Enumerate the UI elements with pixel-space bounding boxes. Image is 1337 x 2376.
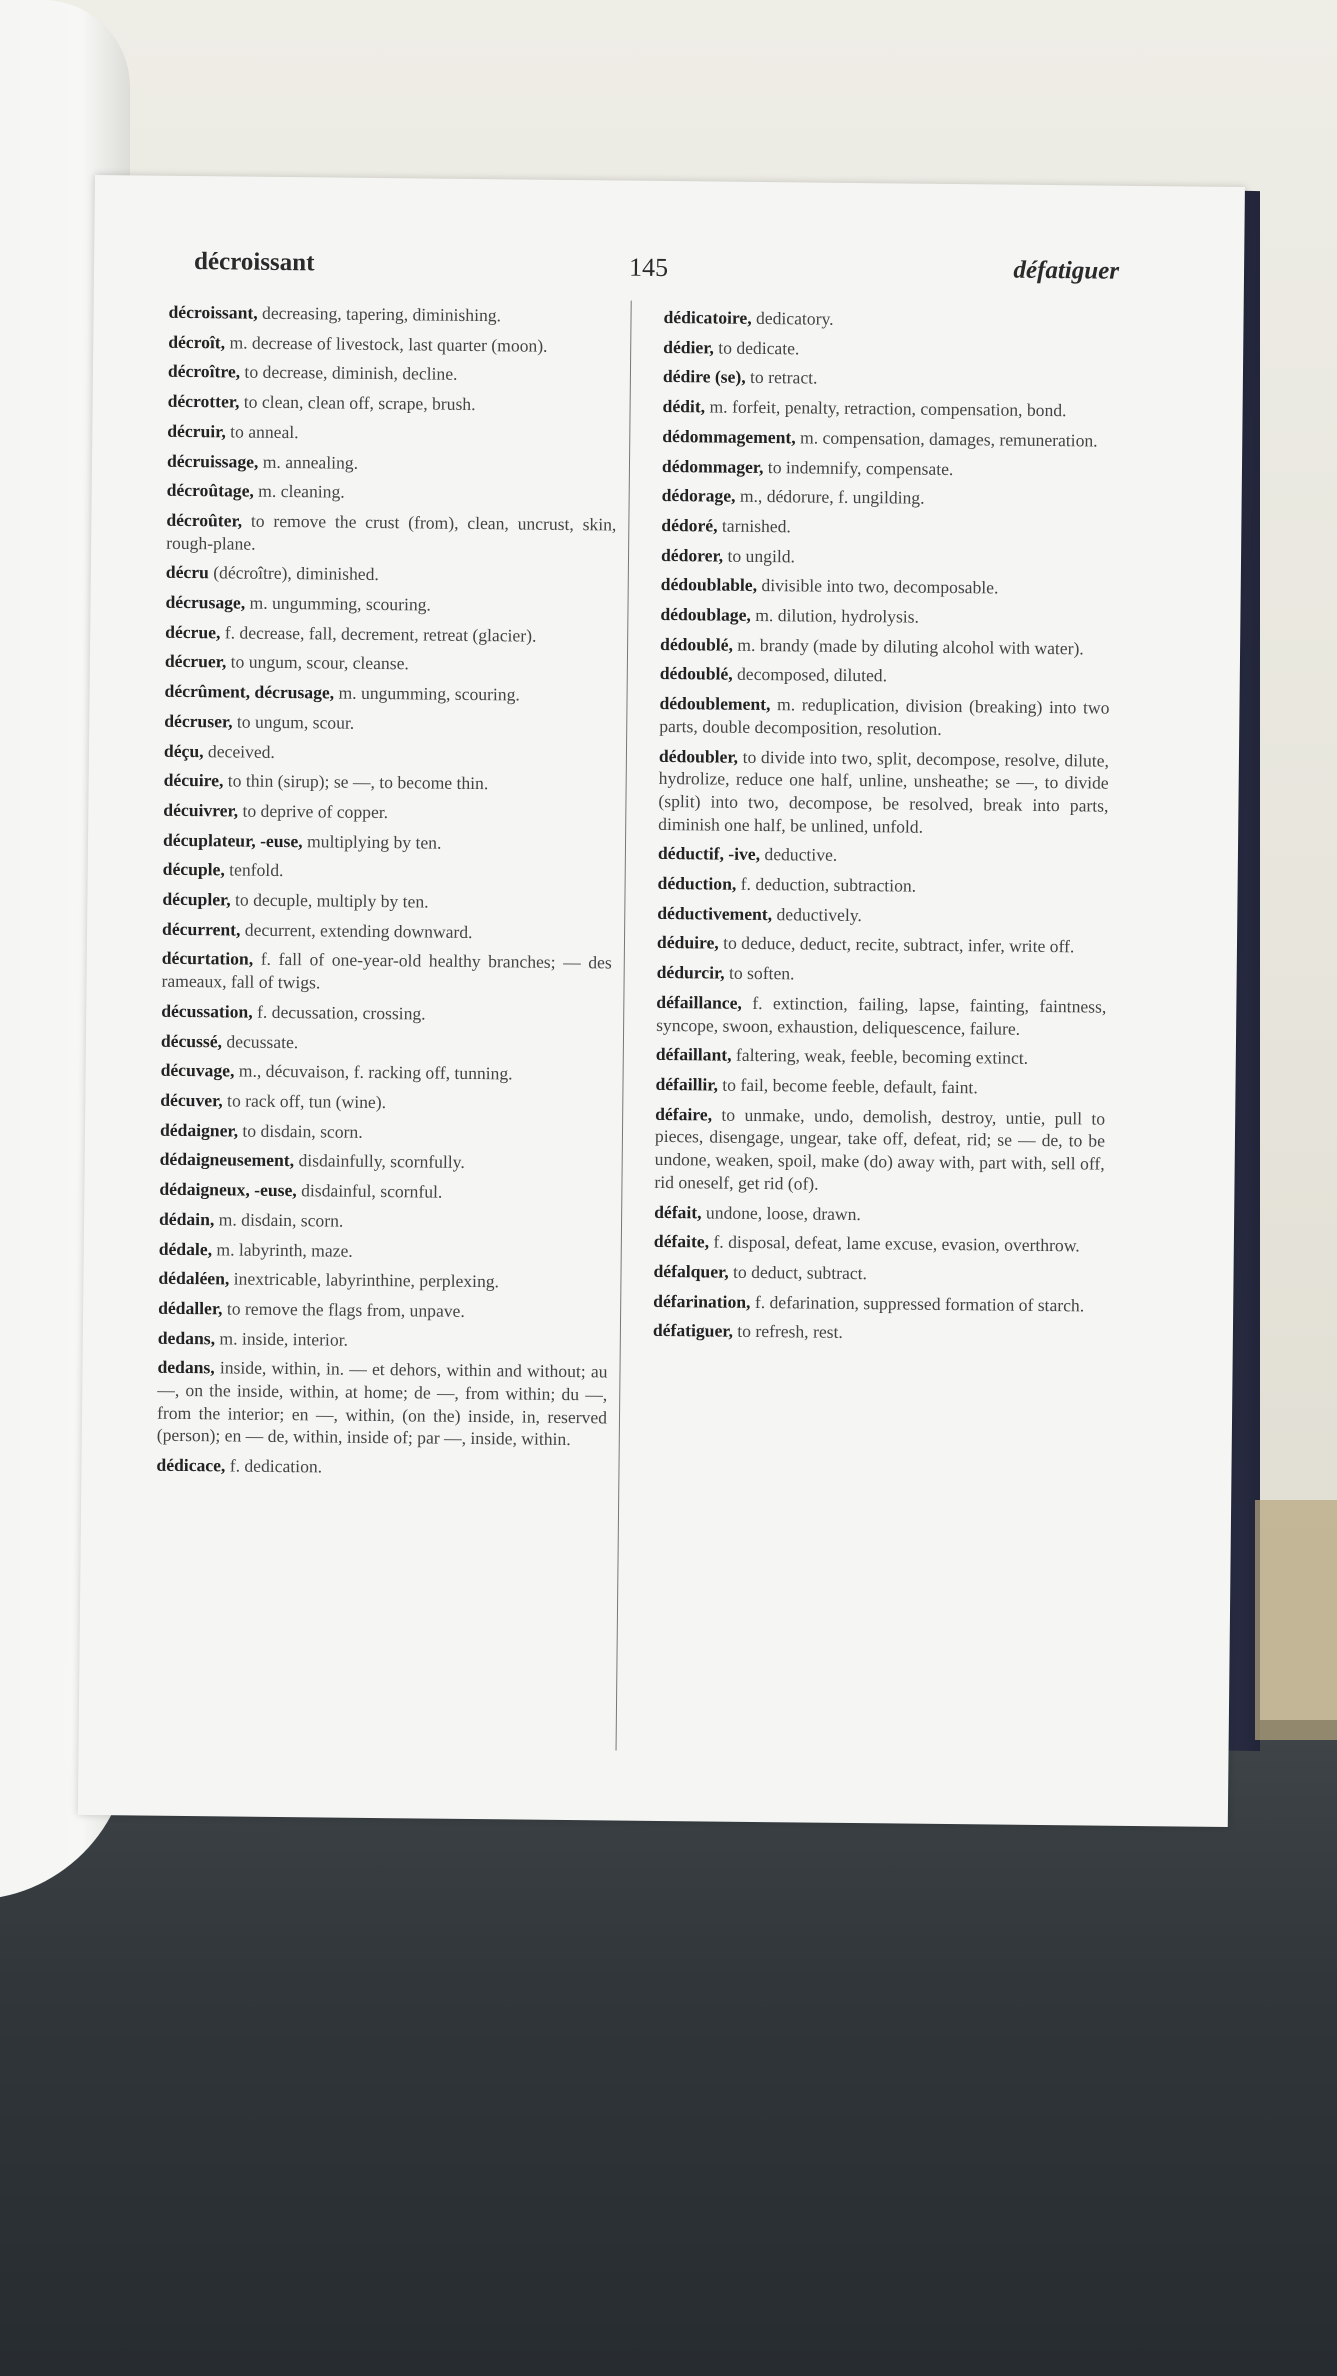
dictionary-entry bbox=[160, 1148, 610, 1175]
dictionary-entry bbox=[653, 1319, 1103, 1346]
entry-definition: to retract. bbox=[749, 367, 818, 388]
entry-headword: défalquer, bbox=[653, 1260, 729, 1282]
entry-headword: dédorer, bbox=[660, 544, 724, 566]
entry-headword: défatiguer, bbox=[652, 1320, 734, 1342]
right-column bbox=[653, 306, 1114, 1354]
entry-headword: décupler, bbox=[162, 888, 231, 910]
entry-headword: décuire, bbox=[163, 770, 224, 791]
dictionary-entry bbox=[662, 395, 1112, 422]
left-column bbox=[156, 301, 618, 1488]
entry-headword: décuver, bbox=[160, 1089, 223, 1111]
entry-headword: décurtation, bbox=[161, 948, 254, 970]
entry-headword: décrotter, bbox=[167, 390, 240, 412]
entry-definition: f. defarination, suppressed formation of starch. bbox=[754, 1291, 1085, 1316]
entry-headword: dédoublé, bbox=[659, 663, 733, 685]
entry-definition: to refresh, rest. bbox=[737, 1321, 843, 1343]
dictionary-entry bbox=[662, 454, 1112, 481]
dictionary-entry bbox=[656, 991, 1106, 1041]
entry-definition: inside, within, in. — et dehors, within and without; au —, on the inside, within, at home; de —, from within; du —, from the interior; en —, within, (on the) inside, in, reserved (person); en — de, within, inside of; par —, inside, within. bbox=[156, 1357, 608, 1450]
entry-headword: dédaigneux, -euse, bbox=[159, 1178, 297, 1201]
entry-definition: f. extinction, failing, lapse, fainting, faintness, syncope, swoon, exhaustion, deliquescence, failure. bbox=[656, 992, 1107, 1039]
running-head-left: décroissant bbox=[193, 248, 315, 277]
entry-definition: deductively. bbox=[776, 903, 862, 925]
entry-definition: disdainfully, scornfully. bbox=[298, 1150, 465, 1173]
dictionary-entry bbox=[165, 591, 615, 618]
entry-headword: dédicace, bbox=[156, 1454, 226, 1476]
entry-definition: m., décuvaison, f. racking off, tunning. bbox=[238, 1060, 513, 1084]
dictionary-entry bbox=[163, 858, 613, 885]
dictionary-entry bbox=[167, 479, 617, 506]
dictionary-entry bbox=[158, 1326, 608, 1353]
entry-headword: dédorage, bbox=[661, 485, 736, 506]
entry-definition: decussate. bbox=[226, 1031, 299, 1052]
entry-definition: f. dedication. bbox=[229, 1455, 323, 1477]
dictionary-entry bbox=[655, 1073, 1105, 1100]
entry-definition: to ungum, scour. bbox=[236, 711, 355, 733]
entry-headword: décroûtage, bbox=[166, 479, 254, 501]
entry-definition: deductive. bbox=[764, 844, 838, 866]
book-spine-corner bbox=[1255, 1500, 1337, 1740]
entry-definition: to deduct, subtract. bbox=[732, 1261, 868, 1284]
entry-definition: to ungild. bbox=[727, 545, 796, 566]
entry-definition: f. decrease, fall, decrement, retreat (glacier). bbox=[224, 622, 537, 646]
dictionary-entry bbox=[654, 1200, 1104, 1227]
dictionary-entry bbox=[657, 902, 1107, 929]
entry-definition: to remove the crust (from), clean, uncrust, skin, rough-plane. bbox=[166, 510, 617, 554]
entry-headword: dédier, bbox=[663, 336, 715, 358]
dictionary-entry bbox=[661, 514, 1111, 541]
entry-headword: défarination, bbox=[653, 1290, 751, 1312]
entry-definition: tarnished. bbox=[721, 515, 791, 537]
entry-definition: to decuple, multiply by ten. bbox=[234, 889, 429, 912]
dictionary-entry bbox=[657, 872, 1107, 899]
entry-definition: m. dilution, hydrolysis. bbox=[755, 604, 920, 627]
dictionary-entry bbox=[660, 603, 1110, 630]
dictionary-entry bbox=[163, 799, 613, 826]
entry-headword: défaillance, bbox=[656, 991, 742, 1013]
entry-definition: deceived. bbox=[207, 740, 275, 762]
page-number: 145 bbox=[628, 252, 669, 283]
dictionary-entry bbox=[161, 947, 611, 997]
entry-definition: disdainful, scornful. bbox=[301, 1180, 443, 1202]
dictionary-entry bbox=[663, 336, 1113, 363]
entry-definition: to deprive of copper. bbox=[242, 800, 389, 823]
entry-definition: to fail, become feeble, default, faint. bbox=[722, 1074, 978, 1098]
dictionary-entry bbox=[658, 842, 1108, 869]
dictionary-entry bbox=[159, 1237, 609, 1264]
dictionary-entry bbox=[164, 710, 614, 737]
entry-definition: divisible into two, decomposable. bbox=[761, 575, 999, 598]
entry-definition: to clean, clean off, scrape, brush. bbox=[243, 391, 476, 415]
entry-definition: m. compensation, damages, remuneration. bbox=[800, 427, 1098, 451]
entry-definition: to decrease, diminish, decline. bbox=[244, 361, 458, 385]
entry-headword: déductif, -ive, bbox=[657, 843, 761, 865]
entry-headword: décruissage, bbox=[166, 450, 259, 472]
entry-headword: dédale, bbox=[158, 1238, 213, 1259]
entry-headword: dédoré, bbox=[661, 514, 718, 536]
dictionary-entry bbox=[657, 931, 1107, 958]
entry-definition: dedicatory. bbox=[755, 307, 834, 329]
entry-headword: décroûter, bbox=[166, 509, 243, 531]
entry-headword: décurrent, bbox=[162, 918, 241, 940]
entry-definition: m. ungumming, scouring. bbox=[249, 592, 431, 615]
entry-headword: défait, bbox=[654, 1201, 702, 1222]
entry-headword: décussé, bbox=[160, 1030, 223, 1051]
entry-headword: décussation, bbox=[161, 1000, 253, 1022]
entry-headword: dédommagement, bbox=[662, 425, 796, 448]
entry-headword: décuple, bbox=[162, 859, 225, 880]
dictionary-entry bbox=[661, 544, 1111, 571]
entry-headword: dédoublement, bbox=[659, 693, 771, 715]
dictionary-entry bbox=[662, 425, 1112, 452]
dictionary-entry bbox=[164, 680, 614, 707]
dictionary-entry bbox=[161, 1000, 611, 1027]
entry-headword: déductivement, bbox=[657, 902, 773, 924]
entry-definition: decreasing, tapering, diminishing. bbox=[261, 302, 502, 326]
dictionary-entry bbox=[663, 365, 1113, 392]
running-head-right: défatiguer bbox=[1013, 256, 1120, 285]
entry-definition: multiplying by ten. bbox=[306, 830, 442, 853]
dictionary-entry bbox=[162, 888, 612, 915]
entry-headword: dédoublé, bbox=[660, 633, 734, 655]
entry-definition: to dedicate. bbox=[718, 337, 800, 359]
dictionary-entry bbox=[657, 961, 1107, 988]
dictionary-entry bbox=[660, 633, 1110, 660]
entry-headword: dédaléen, bbox=[158, 1267, 230, 1289]
entry-headword: décruser, bbox=[164, 710, 233, 732]
entry-headword: décuplateur, -euse, bbox=[162, 829, 303, 851]
entry-headword: décruir, bbox=[167, 420, 226, 442]
entry-headword: décroître, bbox=[167, 361, 241, 382]
dictionary-entry bbox=[168, 330, 618, 357]
dictionary-entry bbox=[662, 484, 1112, 511]
entry-headword: défaillir, bbox=[655, 1073, 719, 1095]
entry-definition: to indemnify, compensate. bbox=[767, 456, 954, 479]
entry-headword: dedans, bbox=[157, 1357, 215, 1378]
entry-definition: to deduce, deduct, recite, subtract, infer, write off. bbox=[723, 933, 1075, 957]
entry-definition: m. disdain, scorn. bbox=[218, 1209, 344, 1231]
entry-definition: to thin (sirup); se —, to become thin. bbox=[227, 770, 489, 794]
entry-headword: déduction, bbox=[657, 872, 737, 894]
entry-definition: to rack off, tun (wine). bbox=[227, 1090, 387, 1113]
dictionary-entry bbox=[162, 918, 612, 945]
dictionary-entry bbox=[168, 360, 618, 387]
dictionary-entry bbox=[659, 692, 1109, 742]
dictionary-entry bbox=[661, 573, 1111, 600]
entry-headword: dédaller, bbox=[158, 1297, 223, 1319]
dictionary-entry bbox=[653, 1260, 1103, 1287]
dictionary-entry bbox=[160, 1089, 610, 1116]
dictionary-entry bbox=[158, 1297, 608, 1324]
dictionary-entry bbox=[167, 449, 617, 476]
entry-definition: tenfold. bbox=[229, 859, 284, 881]
entry-definition: decomposed, diluted. bbox=[736, 664, 888, 686]
dictionary-entry bbox=[164, 769, 614, 796]
dictionary-entry bbox=[658, 744, 1109, 840]
dictionary-entry bbox=[163, 828, 613, 855]
entry-headword: dédoublable, bbox=[660, 574, 758, 596]
dictionary-entry bbox=[660, 662, 1110, 689]
dictionary-entry bbox=[161, 1029, 611, 1056]
entry-headword: décuvage, bbox=[160, 1060, 235, 1081]
entry-headword: décrûment, décrusage, bbox=[164, 680, 335, 703]
entry-definition: m. labyrinth, maze. bbox=[216, 1238, 353, 1261]
dictionary-entry bbox=[158, 1267, 608, 1294]
dictionary-entry bbox=[161, 1059, 611, 1086]
dictionary-entry bbox=[165, 650, 615, 677]
dictionary-entry bbox=[168, 390, 618, 417]
entry-headword: décruer, bbox=[164, 651, 227, 672]
dictionary-entry bbox=[159, 1208, 609, 1235]
entry-definition: f. fall of one-year-old healthy branches; — des rameaux, fall of twigs. bbox=[161, 949, 612, 993]
entry-definition: f. deduction, subtraction. bbox=[740, 873, 917, 896]
entry-headword: défaire, bbox=[655, 1103, 713, 1125]
dictionary-entry bbox=[164, 739, 614, 766]
entry-definition: decurrent, extending downward. bbox=[244, 919, 473, 942]
entry-definition: to anneal. bbox=[230, 421, 299, 442]
dictionary-entry bbox=[168, 301, 618, 328]
entry-definition: m. brandy (made by diluting alcohol with water). bbox=[737, 634, 1084, 659]
entry-headword: décru bbox=[165, 562, 209, 583]
entry-definition: inextricable, labyrinthine, perplexing. bbox=[233, 1268, 500, 1292]
dictionary-entry bbox=[156, 1454, 606, 1481]
entry-headword: dédaigner, bbox=[159, 1119, 239, 1141]
dictionary-entry bbox=[157, 1356, 608, 1452]
entry-definition: to disdain, scorn. bbox=[242, 1120, 363, 1142]
entry-definition: to unmake, undo, demolish, destroy, untie, pull to pieces, disengage, ungear, take off, defeat, rid; se — de, to be undone, weaken, spoil, make (do) away with, part with, sell off, rid oneself, get rid (of). bbox=[654, 1104, 1106, 1194]
entry-headword: dédicatoire, bbox=[663, 306, 752, 328]
entry-headword: dedans, bbox=[157, 1327, 216, 1348]
entry-headword: décroissant, bbox=[168, 301, 258, 323]
entry-definition: to soften. bbox=[728, 962, 795, 984]
entry-definition: m. reduplication, division (breaking) into two parts, double decomposition, resolution. bbox=[659, 694, 1110, 739]
entry-headword: déçu, bbox=[163, 740, 204, 761]
dictionary-entry bbox=[654, 1103, 1105, 1199]
entry-headword: dédoublage, bbox=[660, 603, 751, 625]
entry-definition: f. disposal, defeat, lame excuse, evasion, overthrow. bbox=[713, 1231, 1080, 1256]
entry-headword: dédain, bbox=[158, 1208, 215, 1230]
entry-headword: dédoubler, bbox=[658, 745, 739, 767]
entry-headword: décroît, bbox=[168, 331, 226, 353]
entry-definition: faltering, weak, feeble, becoming extinct. bbox=[735, 1045, 1029, 1069]
dictionary-entry bbox=[166, 561, 616, 588]
dictionary-entry bbox=[663, 306, 1113, 333]
entry-headword: défaillant, bbox=[655, 1044, 732, 1065]
entry-definition: m. inside, interior. bbox=[219, 1327, 349, 1350]
entry-definition: m., dédorure, f. ungilding. bbox=[739, 485, 925, 508]
entry-definition: m. decrease of livestock, last quarter (moon). bbox=[229, 332, 548, 356]
dictionary-entry bbox=[167, 420, 617, 447]
dictionary-page bbox=[78, 175, 1245, 1827]
entry-headword: décuivrer, bbox=[163, 799, 239, 821]
entry-definition: (décroître), diminished. bbox=[213, 562, 379, 585]
entry-headword: dédire (se), bbox=[662, 366, 746, 388]
entry-definition: f. decussation, crossing. bbox=[256, 1001, 426, 1024]
entry-definition: to divide into two, split, decompose, resolve, dilute, hydrolize, reduce one half, unline, unsheathe; se —, to divide (split) into two, decompose, be resolved, break into parts, diminish one half, be unlined, unfold. bbox=[658, 746, 1110, 837]
dictionary-entry bbox=[653, 1290, 1103, 1317]
entry-headword: dédommager, bbox=[661, 455, 764, 477]
dictionary-entry bbox=[165, 620, 615, 647]
entry-definition: to remove the flags from, unpave. bbox=[226, 1298, 465, 1321]
dictionary-entry bbox=[166, 509, 616, 559]
entry-definition: m. ungumming, scouring. bbox=[338, 682, 520, 705]
dictionary-entry bbox=[160, 1118, 610, 1145]
entry-headword: défaite, bbox=[653, 1231, 710, 1252]
entry-headword: dédaigneusement, bbox=[159, 1149, 295, 1171]
entry-definition: undone, loose, drawn. bbox=[705, 1201, 861, 1224]
entry-headword: dédit, bbox=[662, 396, 706, 417]
entry-definition: m. cleaning. bbox=[258, 480, 345, 502]
entry-definition: to ungum, scour, cleanse. bbox=[230, 651, 409, 674]
entry-headword: décrusage, bbox=[165, 591, 246, 613]
entry-headword: dédurcir, bbox=[656, 962, 725, 983]
entry-definition: m. annealing. bbox=[262, 451, 359, 473]
dictionary-entry bbox=[656, 1043, 1106, 1070]
column-divider bbox=[616, 301, 632, 1751]
dictionary-entry bbox=[654, 1230, 1104, 1257]
entry-definition: m. forfeit, penalty, retraction, compensation, bond. bbox=[709, 396, 1067, 421]
entry-headword: déduire, bbox=[656, 932, 719, 954]
dictionary-entry bbox=[159, 1178, 609, 1205]
entry-headword: décrue, bbox=[165, 621, 221, 643]
